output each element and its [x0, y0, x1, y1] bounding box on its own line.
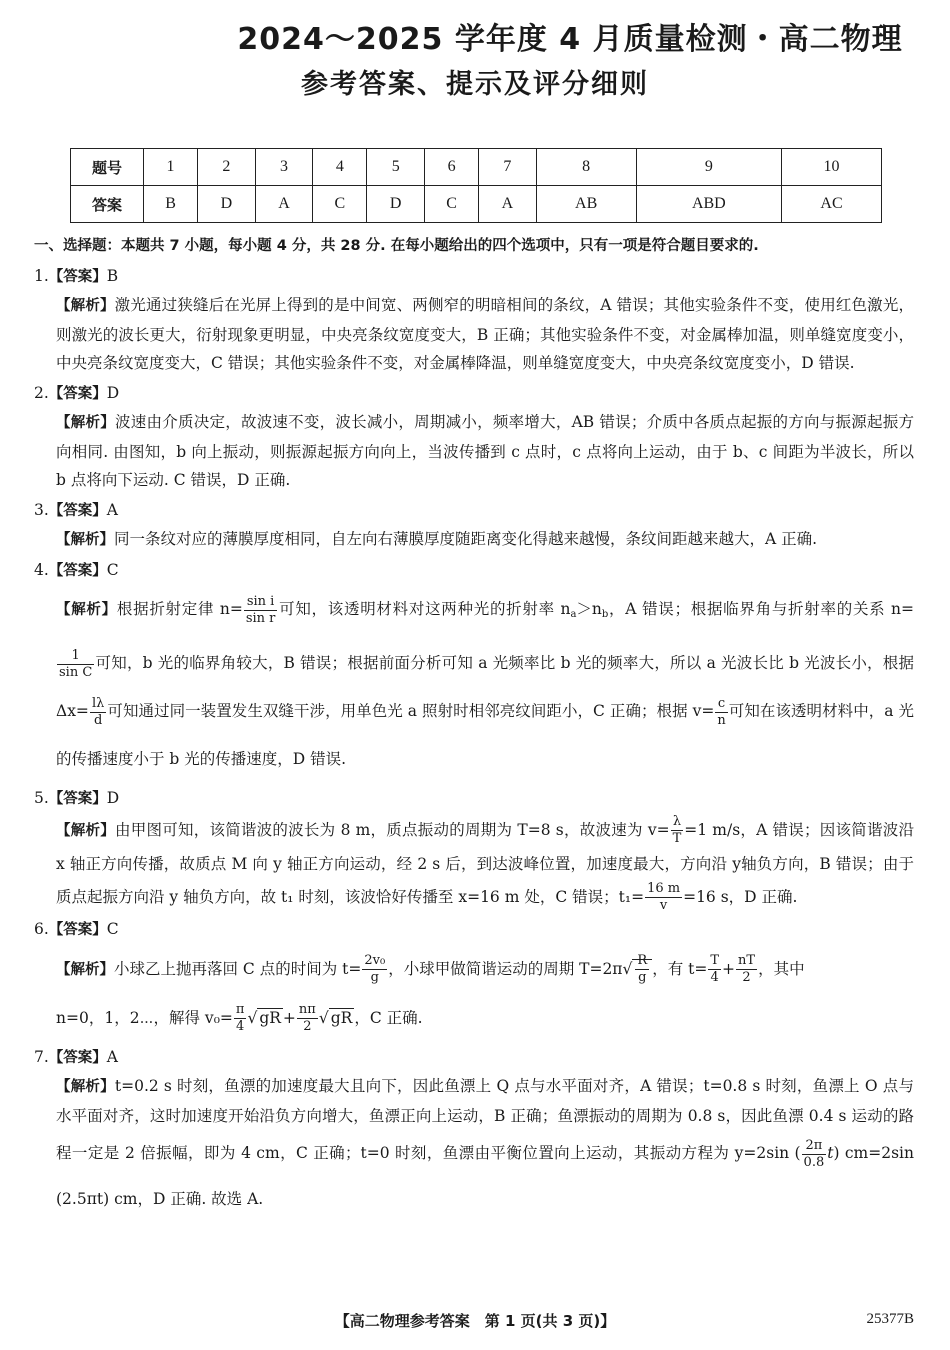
fraction-denominator: T [672, 831, 682, 846]
fraction-denominator: sin r [245, 610, 276, 626]
analysis-text: 程为 y=2sin [697, 1144, 790, 1162]
question-number: 1. [34, 266, 49, 285]
answer-table-answer: A [479, 186, 537, 223]
answer-table-number: 7 [479, 149, 537, 186]
subscript: b [601, 609, 609, 620]
fraction [297, 1002, 318, 1035]
fraction-numerator: c [715, 696, 727, 713]
analysis-text: =1 m/s，A 错误；因 [684, 820, 836, 839]
answer-table-number: 2 [198, 149, 256, 186]
analysis-text: 轴负方向，B 错误；由于质点起振方向沿 y 轴负方向，故 t₁ 时刻，该波恰好传播至 x=16 m 处，C 错误；t₁= [56, 854, 914, 906]
fraction [736, 953, 757, 986]
analysis-text: 激光通过狭缝后在光屏上得到的是中间宽、两侧窄的明暗相间的条纹，A 错误；其他实验条件不变，使用红色激光，则激光的波长更大，衍射现象更明显，中央亮条纹宽度变大，B 正确；其他实验条件不变，对金属棒加温，则单缝宽度变小，中央亮条纹宽度变大，C 错误；其他实验条件不变，对金属棒降温，则单缝宽度变大，中央亮条纹宽度变小，D 错误. [56, 296, 915, 372]
fraction [645, 881, 682, 914]
answer-table-number: 5 [367, 149, 425, 186]
answer-table-row1-label: 题号 [71, 149, 144, 186]
answer-value: C [106, 920, 119, 938]
answer-table-answer: B [144, 186, 198, 223]
question-7-analysis: 【解析】t=0.2 s 时刻，鱼漂的加速度最大且向下，因此鱼漂上 Q 点与水平面对齐，A 错误；t=0.8 s 时刻，鱼漂上 O 点与水平面对齐，这时加速度开始沿负方向增大，鱼漂正向上运动，B 正确；鱼漂振动的周期为 0.8 s，因此鱼漂 0.4 s 运动的路程一定是 2 倍振幅，即为 4 cm，C 正确；t=0 时刻，鱼漂由平衡位置向上运动，其振动方程为 y=2sin ( $\frac{2\pi}{0.8}$ t) cm=2sin (2.5πt) cm，D 正确. 故选 A. [56, 1077, 914, 1208]
analysis-text: 小球乙上抛再落回 C 点的时间为 t= [114, 959, 362, 978]
document-code: 25377B [866, 1311, 914, 1327]
fraction-denominator: v [659, 898, 668, 913]
fraction-denominator: sin C [59, 664, 93, 680]
fraction-numerator: 2v₀ [364, 953, 386, 968]
sqrt-sign: √ [622, 959, 633, 978]
analysis-text: 同一条纹对应的薄膜厚度相同，自左向右薄膜厚度随距离变化得越来越慢，条纹间距越来越大，A 正确. [114, 530, 818, 548]
fraction-numerator: R [637, 953, 648, 968]
answer-value: C [106, 560, 119, 579]
answer-table-answer: C [425, 186, 479, 223]
question-1-answer [34, 262, 914, 292]
question-number: 2. [34, 383, 49, 402]
fraction-denominator: 4 [236, 1019, 245, 1034]
page-subtitle: 参考答案、提示及评分细则 [301, 69, 649, 100]
analysis-text: 波速由介质决定，故波速不变，波长减小，周期减小，频率增大，AB 错误；介质中各质点起振的方向与振源起振方向相同. 由图知，b 向上振动，则振源起振方向向上，当波传播到 c 点时，c 点将向上运动，由于 b、c 间距为半波长，所以 b 点将向下运动. C 错误，D 正确. [56, 413, 915, 489]
fraction-denominator: n [717, 712, 726, 728]
answer-value: B [106, 266, 119, 285]
fraction-denominator: 0.8 [803, 1154, 825, 1170]
answer-table-number: 4 [313, 149, 367, 186]
fraction-numerator: sin i [244, 594, 278, 611]
answer-value: A [106, 1047, 118, 1066]
analysis-text: cm=2sin (2.5πt) cm，D 正确. 故选 A. [56, 1144, 914, 1208]
fraction [244, 594, 278, 627]
analysis-text: 可知，b 光的临界角较大，B 错误；根据前面分析可知 a 光频率比 b 光的频率大，所以 a 光波长 [95, 654, 769, 672]
answer-value: D [106, 383, 120, 402]
answer-table-number: 9 [636, 149, 782, 186]
sqrt-sign: √ [247, 1008, 258, 1027]
analysis-text: 可知在该透明材料中，a 光的传播速度小于 b 光的传播速度，D 错误. [56, 702, 915, 768]
answer-table-number: 6 [425, 149, 479, 186]
answer-table-answer: AC [782, 186, 882, 223]
analysis-text: 可知通过同一装置发生双缝干涉，用单色光 a 照射时相邻亮纹间距小，C 正确； [107, 702, 657, 720]
fraction-numerator: π [235, 1002, 245, 1017]
fraction [671, 814, 684, 847]
analysis-text: 由甲图可知，该简谐波的波长为 8 m，质点振动的周期为 T=8 s，故波速为 v= [114, 820, 670, 839]
answer-value: D [106, 789, 120, 807]
page-footer: 【高二物理参考答案 第 1 页(共 3 页)】 [334, 1312, 616, 1330]
answer-table-answer: D [367, 186, 425, 223]
question-6-answer [34, 915, 914, 945]
answer-tag: 【答案】 [48, 385, 107, 402]
fraction-denominator: 2 [742, 970, 751, 985]
question-1-analysis [34, 291, 914, 378]
fraction [362, 953, 387, 986]
answer-table-answer: AB [536, 186, 636, 223]
answer-tag: 【答案】 [48, 502, 107, 519]
question-number: 4. [34, 560, 49, 579]
analysis-tag: 【解析】 [56, 602, 117, 618]
analysis-text: 根据折射定律 n= [116, 600, 243, 618]
question-number: 6. [34, 920, 49, 938]
analysis-text: ，其中 [758, 959, 805, 978]
question-number: 3. [34, 500, 49, 519]
analysis-tag: 【解析】 [56, 822, 115, 839]
analysis-text: ，C 正确. [354, 1008, 423, 1027]
fraction-numerator: nT [738, 953, 756, 968]
fraction-denominator: 4 [710, 970, 719, 985]
analysis-text: t=0.2 s 时刻，鱼漂的加速度最大且向下，因此鱼漂上 Q 点与水平面对齐，A 错误；t=0.8 s 时刻，鱼漂上 O 点与水平面对齐，这时加速度开始沿负方向增大，鱼漂正向上运动，B 正确；鱼漂振动的周期为 0.8 s，因此鱼漂 0.4 s 运动的路程一定是 2 倍振幅，即为 4 cm，C 正确；t=0 时刻，鱼漂由平衡位置向上运动，其振动方 [56, 1077, 914, 1162]
fraction [90, 696, 106, 729]
fraction [635, 953, 649, 986]
answer-tag: 【答案】 [48, 1049, 107, 1066]
fraction-numerator: 16 m [647, 881, 681, 896]
question-3-analysis [34, 525, 914, 555]
answer-table-number: 1 [144, 149, 198, 186]
question-5-analysis [34, 814, 914, 915]
analysis-text: 该简谐波沿 x 轴正方向传播，故质点 M 向 y 轴正方向运动，经 2 s 后，到达波峰位置，加速度最大，方向沿 y [56, 820, 914, 873]
sqrt-content: gR [259, 1008, 281, 1027]
analysis-text: 可知，该透明材料对这两种光的折射率 n [278, 600, 571, 618]
answer-table-number: 3 [255, 149, 313, 186]
fraction-numerator: 2π [802, 1138, 827, 1155]
variable-t: t [827, 1144, 834, 1162]
analysis-text: 根据 v= [656, 702, 715, 720]
fraction-numerator: lλ [91, 695, 105, 711]
fraction [802, 1138, 827, 1171]
analysis-text: + [722, 959, 736, 978]
fraction [57, 648, 94, 681]
fraction-denominator: g [370, 970, 379, 985]
answer-table [70, 148, 882, 223]
analysis-tag: 【解析】 [56, 298, 115, 314]
subscript: a [570, 609, 577, 620]
analysis-tag: 【解析】 [56, 415, 115, 431]
answer-table-number: 8 [536, 149, 636, 186]
analysis-text: n=0，1，2⋯，解得 v₀= [56, 1008, 233, 1027]
answer-content [34, 232, 914, 1222]
question-2-analysis [34, 408, 914, 495]
analysis-text: + [282, 1008, 296, 1027]
fraction [708, 953, 721, 986]
answer-tag: 【答案】 [48, 268, 107, 285]
page-title: 2024～2025 学年度 4 月质量检测・高二物理 [237, 22, 903, 57]
answer-table-number: 10 [782, 149, 882, 186]
analysis-tag: 【解析】 [56, 961, 114, 978]
fraction [234, 1002, 247, 1035]
answer-table-number-row [71, 149, 882, 186]
fraction-numerator: T [710, 953, 720, 968]
analysis-text: =16 s，D 正确. [683, 887, 798, 906]
analysis-text: ，A 错误；根据临界角与折射率的 [608, 600, 853, 618]
question-5-answer [34, 784, 914, 814]
analysis-tag: 【解析】 [56, 532, 114, 548]
answer-table-row2-label: 答案 [71, 186, 144, 223]
fraction-denominator: d [93, 712, 103, 728]
fraction [715, 696, 727, 729]
analysis-tag: 【解析】 [56, 1079, 115, 1095]
fraction-denominator: 2 [303, 1019, 312, 1034]
sqrt-sign: √ [318, 1008, 329, 1027]
question-3-answer [34, 496, 914, 526]
answer-table-answer: A [255, 186, 313, 223]
answer-table-answer: ABD [636, 186, 782, 223]
answer-table-answer: D [198, 186, 256, 223]
question-7-answer [34, 1043, 914, 1073]
question-number: 7. [34, 1047, 49, 1066]
fraction-numerator: 1 [57, 648, 94, 665]
sqrt-content [632, 953, 652, 985]
analysis-text: ，小球甲做简谐运动的周期 T=2π [388, 959, 623, 978]
answer-table-answer: C [313, 186, 367, 223]
analysis-text: ，有 t= [652, 959, 708, 978]
question-4-analysis [34, 585, 914, 783]
fraction-numerator: λ [671, 814, 684, 831]
analysis-text: 关系 n= [852, 600, 914, 618]
section-heading: 一、选择题：本题共 7 小题，每小题 4 分，共 28 分. 在每小题给出的四个选项中，只有一项是符合题目要求的. [34, 238, 759, 254]
analysis-text: 比 b 光波长小，根据 Δx= [56, 654, 914, 720]
answer-tag: 【答案】 [48, 922, 107, 938]
answer-table-answer-row [71, 186, 882, 223]
question-2-answer [34, 379, 914, 409]
question-number: 5. [34, 789, 49, 807]
question-6-analysis [34, 945, 914, 1042]
answer-tag: 【答案】 [48, 791, 107, 807]
answer-tag: 【答案】 [48, 562, 107, 579]
analysis-text: ＞n [576, 600, 602, 618]
fraction-denominator: g [638, 970, 647, 985]
sqrt-content: gR [330, 1008, 353, 1027]
fraction-numerator: nπ [298, 1002, 316, 1017]
question-4-answer [34, 556, 914, 586]
answer-value: A [106, 500, 118, 519]
